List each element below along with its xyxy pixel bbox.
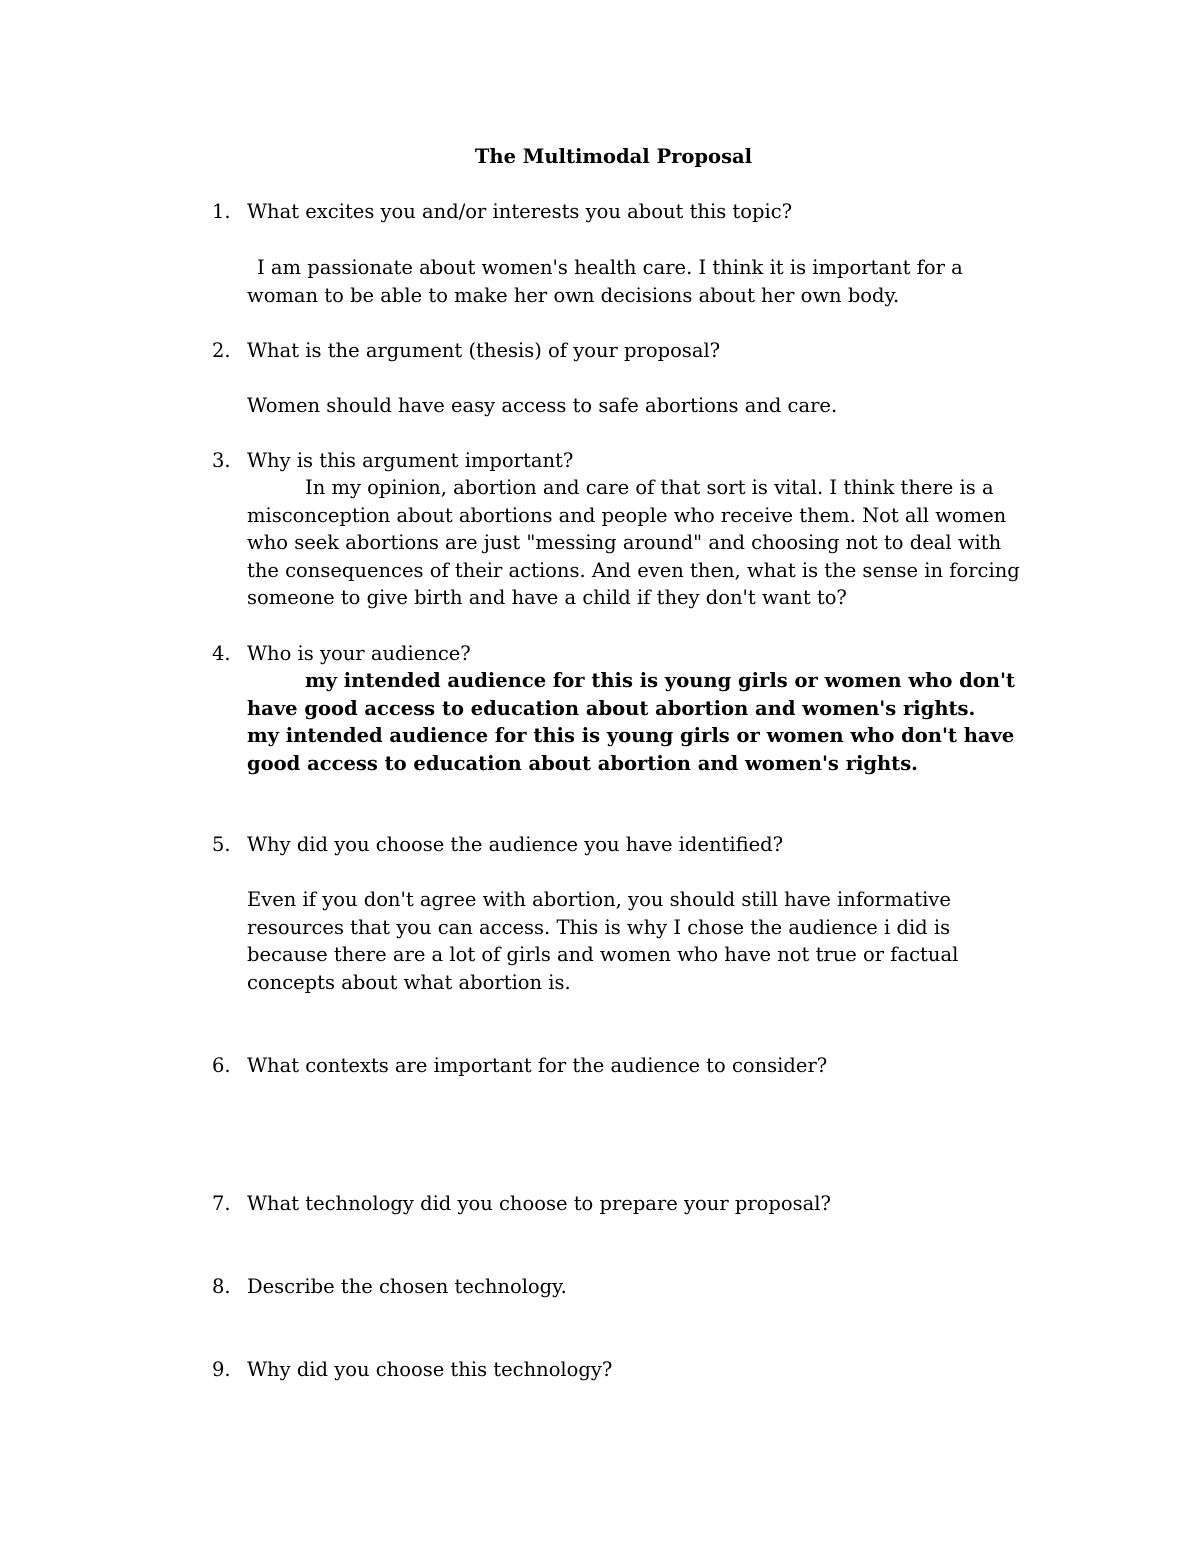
- question-number-3: 3.: [212, 449, 231, 472]
- question-number-2: 2.: [212, 339, 231, 362]
- question-6: What contexts are important for the audience to consider?: [247, 1054, 828, 1077]
- question-2: What is the argument (thesis) of your proposal?: [247, 339, 721, 362]
- answer-2: Women should have easy access to safe abortions and care.: [247, 394, 838, 417]
- question-number-6: 6.: [212, 1054, 231, 1077]
- document-title: The Multimodal Proposal: [474, 145, 753, 168]
- question-8: Describe the chosen technology.: [247, 1275, 567, 1298]
- question-1: What excites you and/or interests you about this topic?: [247, 200, 793, 223]
- answer-4-line-3: my intended audience for this is young girls or women who don't have: [247, 724, 1015, 747]
- answer-1: I am passionate about women's health care. I think it is important for a woman to be able to make her own decisions about her own body.: [247, 256, 963, 307]
- answer-4-line-1: my intended audience for this is young girls or women who don't: [305, 669, 1015, 692]
- question-5: Why did you choose the audience you have identified?: [247, 833, 784, 856]
- answer-5: Even if you don't agree with abortion, you should still have informative resources that you can access. This is why I chose the audience i did is because there are a lot of girls and women who have not true or factual concepts about what abortion is.: [247, 888, 959, 994]
- question-number-7: 7.: [212, 1192, 231, 1215]
- question-7: What technology did you choose to prepare your proposal?: [247, 1192, 831, 1215]
- question-number-9: 9.: [212, 1358, 231, 1381]
- question-number-5: 5.: [212, 833, 231, 856]
- question-number-1: 1.: [212, 200, 231, 223]
- question-number-4: 4.: [212, 642, 231, 665]
- question-9: Why did you choose this technology?: [247, 1358, 613, 1381]
- answer-3: In my opinion, abortion and care of that sort is vital. I think there is a misconception about abortions and people who receive them. Not all women who seek abortions are just "messing around" and choosing not to deal with the consequences of their actions. And even then, what is the sense in forcing someone to give birth and have a child if they don't want to?: [247, 476, 1020, 609]
- question-4: Who is your audience?: [247, 642, 471, 665]
- answer-4: [247, 667, 1037, 777]
- question-number-8: 8.: [212, 1275, 231, 1298]
- question-3: Why is this argument important?: [247, 449, 574, 472]
- answer-4-line-2: have good access to education about abortion and women's rights.: [247, 696, 976, 720]
- answer-4-line-4: good access to education about abortion and women's rights.: [247, 751, 918, 775]
